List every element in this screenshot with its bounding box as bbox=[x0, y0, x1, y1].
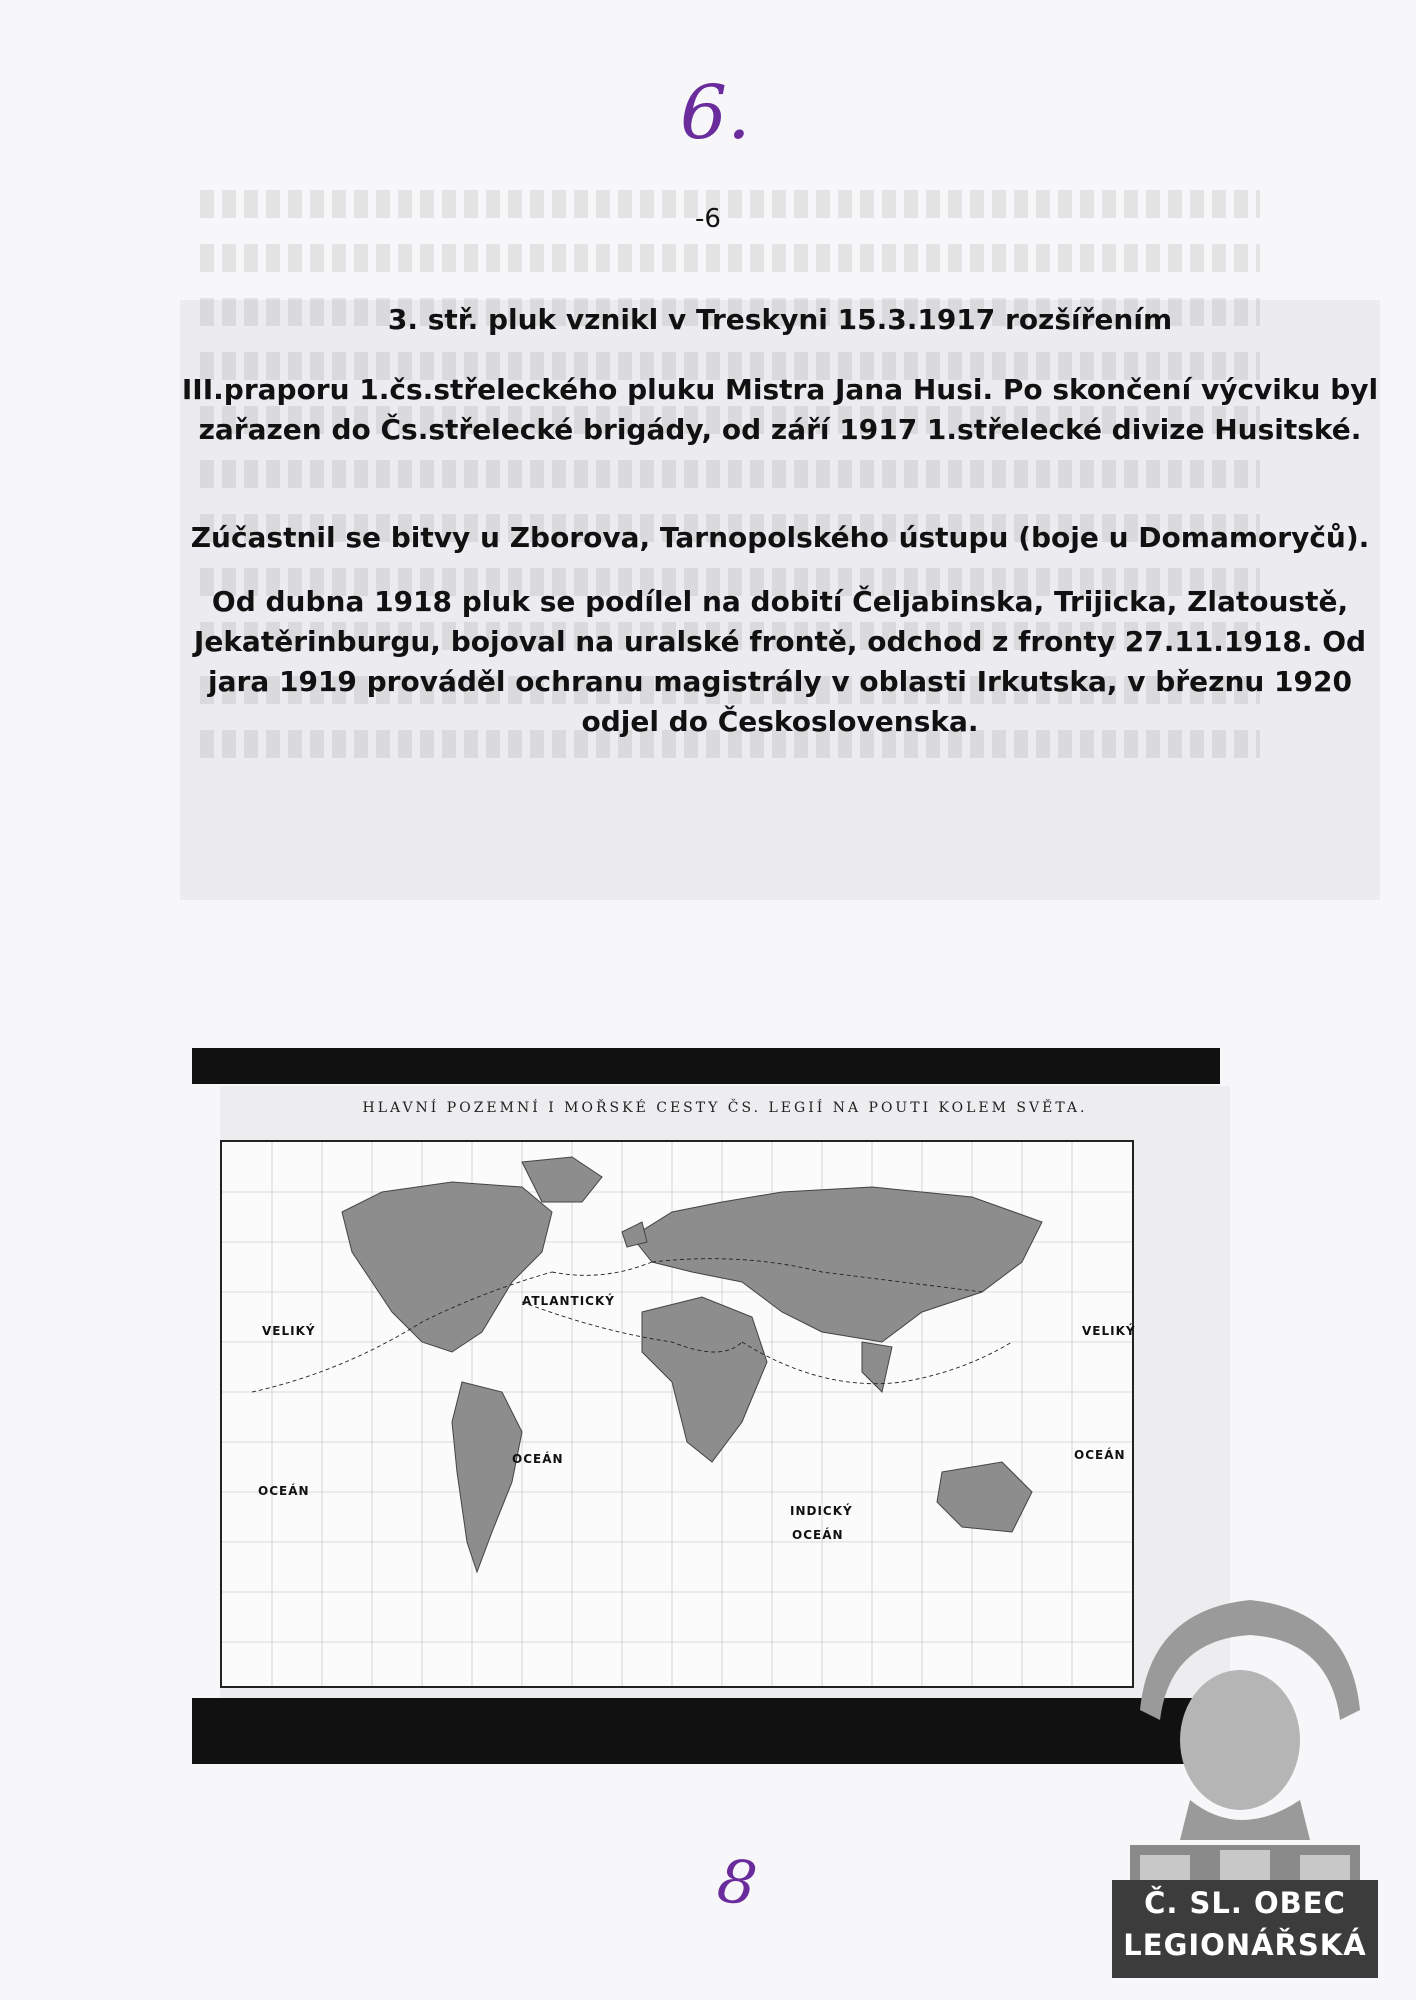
page-number: -6 bbox=[695, 204, 721, 234]
logo-text-line1: Č. SL. OBEC bbox=[1144, 1886, 1346, 1920]
paragraph-siberia: Od dubna 1918 pluk se podílel na dobití Čeljabinska, Trijicka, Zlatoustě, Jekatěrinburgu, bojoval na uralské frontě, odchod z fronty 27.11.1918. Od jara 1919 prováděl ochranu magistrály v oblasti Irkutska, v březnu 1920 odjel do Československa. bbox=[193, 585, 1367, 738]
black-bar-top bbox=[192, 1048, 1220, 1084]
label-ocean-left: OCEÁN bbox=[258, 1484, 310, 1498]
world-map-figure bbox=[220, 1086, 1230, 1698]
black-bar-bottom bbox=[192, 1698, 1220, 1764]
map-frame bbox=[220, 1140, 1134, 1688]
label-ocean-center: OCEÁN bbox=[512, 1452, 564, 1466]
logo-text-line2: LEGIONÁŘSKÁ bbox=[1123, 1928, 1367, 1962]
body-text bbox=[170, 300, 1390, 742]
paragraph-battles: Zúčastnil se bitvy u Zborova, Tarnopolského ústupu (boje u Domamoryčů). bbox=[190, 521, 1370, 554]
label-ocean-indian: OCEÁN bbox=[792, 1528, 844, 1542]
label-atlanticky: ATLANTICKÝ bbox=[522, 1294, 615, 1308]
label-ocean-right: OCEÁN bbox=[1074, 1448, 1126, 1462]
label-indicky: INDICKÝ bbox=[790, 1504, 853, 1518]
paragraph-training: III.praporu 1.čs.střeleckého pluku Mistra Jana Husi. Po skončení výcviku byl zařazen do Čs.střelecké brigády, od září 1917 1.střelecké divize Husitské. bbox=[181, 373, 1379, 446]
world-map bbox=[222, 1142, 1132, 1686]
label-veliky-right: VELIKÝ bbox=[1082, 1324, 1136, 1338]
label-veliky-left: VELIKÝ bbox=[262, 1324, 316, 1338]
paragraph-origin: 3. stř. pluk vznikl v Treskyni 15.3.1917 rozšířením bbox=[387, 303, 1173, 336]
handwritten-folio-number: 8 bbox=[713, 1845, 761, 1921]
map-title: HLAVNÍ POZEMNÍ I MOŘSKÉ CESTY ČS. LEGIÍ NA POUTI KOLEM SVĚTA. bbox=[362, 1100, 1088, 1116]
handwritten-page-number: 6. bbox=[680, 70, 751, 156]
